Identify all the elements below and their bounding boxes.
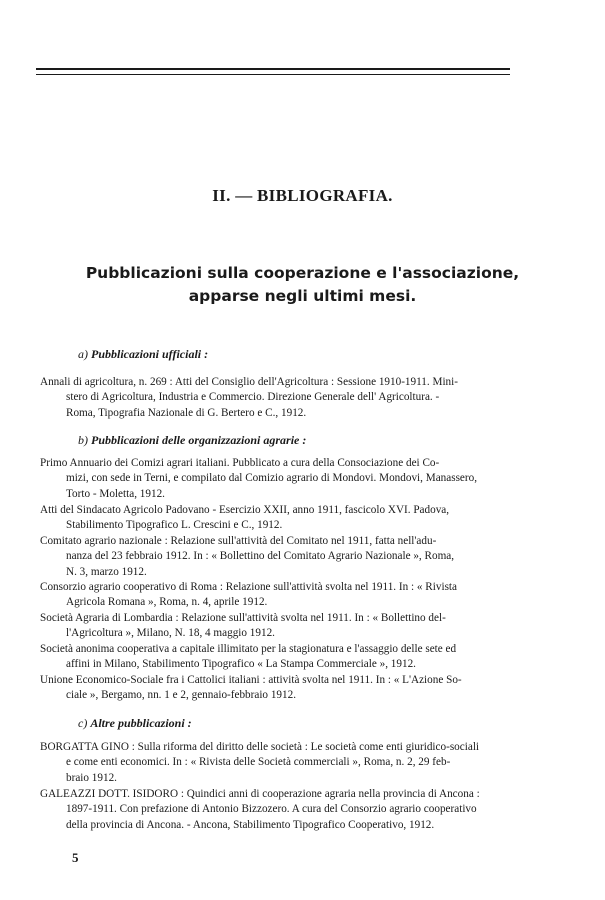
entry-c1: [40, 740, 510, 786]
entry-line: GALEAZZI DOTT. ISIDORO : Quindici anni di cooperazione agraria nella provincia di Ancona :: [40, 788, 480, 800]
entry-line: ciale », Bergamo, nn. 1 e 2, gennaio-febbraio 1912.: [66, 689, 296, 702]
entry-line: Primo Annuario dei Comizi agrari italiani. Pubblicato a cura della Consociazione dei Co-: [40, 457, 440, 469]
entry-line: Unione Economico-Sociale fra i Cattolici italiani : attività svolta nel 1911. In : « L'Azione So-: [40, 674, 462, 686]
entry-line: Annali di agricoltura, n. 269 : Atti del Consiglio dell'Agricoltura : Sessione 1910-1911. Mini-: [40, 376, 458, 388]
entry-line: Società Agraria di Lombardia : Relazione sull'attività svolta nel 1911. In : « Bollettino del-: [40, 612, 446, 624]
main-title-line-2: apparse negli ultimi mesi.: [188, 287, 417, 305]
subsection-b-prefix: b): [78, 433, 88, 447]
entry-line: affini in Milano, Stabilimento Tipografico « La Stampa Commerciale », 1912.: [66, 658, 416, 671]
page-number: 5: [72, 850, 79, 865]
entry-line: Comitato agrario nazionale : Relazione sull'attività del Comitato nel 1911, fatta nell'adu-: [40, 535, 437, 547]
entry-line: Consorzio agrario cooperativo di Roma : Relazione sull'attività svolta nel 1911. In : « Rivista: [40, 581, 458, 593]
entry-line: Agricola Romana », Roma, n. 4, aprile 1912.: [66, 596, 268, 609]
entry-line: Torto - Moletta, 1912.: [66, 487, 165, 500]
subsection-c-heading: [78, 716, 192, 731]
entry-line: della provincia di Ancona. - Ancona, Stabilimento Tipografico Cooperativo, 1912.: [66, 818, 435, 831]
main-title: [40, 262, 565, 308]
entry-line: l'Agricoltura », Milano, N. 18, 4 maggio 1912.: [66, 627, 275, 640]
entry-line: nanza del 23 febbraio 1912. In : « Bollettino del Comitato Agrario Nazionale », Roma,: [66, 550, 455, 563]
entry-line: 1897-1911. Con prefazione di Antonio Bizzozero. A cura del Consorzio agrario cooperativo: [66, 803, 477, 816]
subsection-a-title: Pubblicazioni ufficiali :: [91, 347, 209, 361]
entry-line: braio 1912.: [66, 771, 117, 784]
entry-b1: [40, 456, 510, 502]
subsection-b-heading: [78, 433, 306, 448]
top-rule-thick: [36, 68, 510, 70]
entry-b7: [40, 673, 510, 704]
main-title-line-1: Pubblicazioni sulla cooperazione e l'associazione,: [85, 264, 520, 282]
entry-line: Roma, Tipografia Nazionale di G. Bertero e C., 1912.: [66, 406, 307, 419]
entry-b6: [40, 642, 510, 673]
entry-line: Società anonima cooperativa a capitale illimitato per la stagionatura e l'assaggio delle sete ed: [40, 643, 457, 655]
entry-a1: [40, 375, 510, 421]
entry-line: stero di Agricoltura, Industria e Commercio. Direzione Generale dell' Agricoltura. -: [66, 391, 440, 404]
entry-b4: [40, 580, 510, 611]
top-rule-thin: [36, 74, 510, 75]
section-title: II. — BIBLIOGRAFIA.: [212, 186, 393, 205]
entry-c2: [40, 787, 510, 833]
subsection-a-heading: [78, 347, 208, 362]
entry-line: N. 3, marzo 1912.: [66, 565, 147, 578]
entry-line: e come enti economici. In : « Rivista delle Società commerciali », Roma, n. 2, 29 feb-: [66, 756, 451, 769]
entry-line: BORGATTA GINO : Sulla riforma del diritto delle società : Le società come enti giuridico-sociali: [40, 741, 480, 753]
entry-line: Stabilimento Tipografico L. Crescini e C., 1912.: [66, 519, 283, 532]
subsection-c-prefix: c): [78, 716, 88, 730]
subsection-a-prefix: a): [78, 347, 88, 361]
subsection-c-title: Altre pubblicazioni :: [90, 716, 192, 730]
entry-line: mizi, con sede in Terni, e compilato dal Comizio agrario di Mondovi. Mondovi, Manassero,: [66, 472, 478, 485]
entry-b3: [40, 534, 510, 580]
subsection-b-title: Pubblicazioni delle organizzazioni agrarie :: [91, 433, 307, 447]
entry-b5: [40, 611, 510, 642]
entry-b2: [40, 503, 510, 534]
entry-line: Atti del Sindacato Agricolo Padovano - Esercizio XXII, anno 1911, fascicolo XVI. Padova,: [40, 504, 450, 516]
